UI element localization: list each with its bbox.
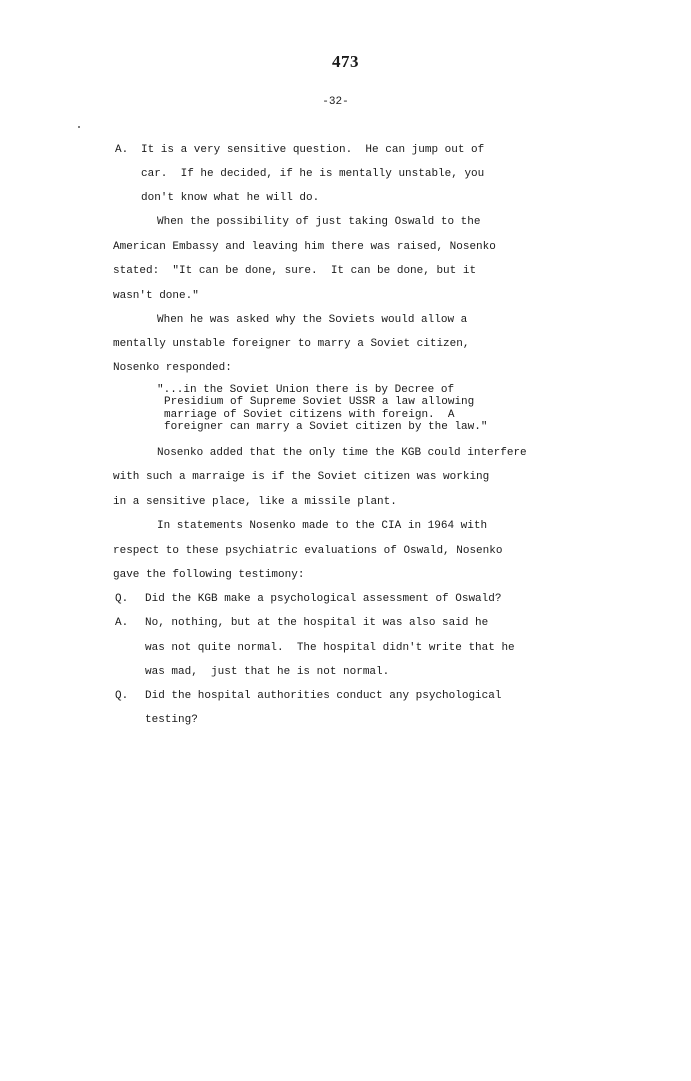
- text-line: stated: "It can be done, sure. It can be done, but it: [113, 265, 477, 277]
- text-line: don't know what he will do.: [141, 192, 320, 204]
- quote-line: marriage of Soviet citizens with foreign. A: [164, 409, 455, 421]
- sub-page-number: -32-: [322, 96, 349, 108]
- text-line: When he was asked why the Soviets would allow a: [157, 314, 468, 326]
- question-marker: Q.: [115, 593, 129, 605]
- text-line: was not quite normal. The hospital didn't write that he: [145, 642, 515, 654]
- text-line: gave the following testimony:: [113, 569, 305, 581]
- text-line: with such a marraige is if the Soviet citizen was working: [113, 471, 490, 483]
- answer-marker: A.: [115, 617, 129, 629]
- page-number: 473: [332, 52, 359, 71]
- quote-line: "...in the Soviet Union there is by Decree of: [157, 384, 455, 396]
- text-line: American Embassy and leaving him there was raised, Nosenko: [113, 241, 496, 253]
- text-line: car. If he decided, if he is mentally unstable, you: [141, 168, 485, 180]
- answer-marker: A.: [115, 144, 129, 156]
- question-marker: Q.: [115, 690, 129, 702]
- scan-speck: [78, 126, 80, 128]
- text-line: testing?: [145, 714, 198, 726]
- text-line: No, nothing, but at the hospital it was also said he: [145, 617, 489, 629]
- text-line: wasn't done.": [113, 290, 199, 302]
- text-line: respect to these psychiatric evaluations of Oswald, Nosenko: [113, 545, 503, 557]
- text-line: was mad, just that he is not normal.: [145, 666, 390, 678]
- text-line: In statements Nosenko made to the CIA in 1964 with: [157, 520, 488, 532]
- text-line: Did the KGB make a psychological assessment of Oswald?: [145, 593, 502, 605]
- text-line: When the possibility of just taking Oswald to the: [157, 216, 481, 228]
- text-line: in a sensitive place, like a missile plant.: [113, 496, 397, 508]
- quote-line: Presidium of Supreme Soviet USSR a law allowing: [164, 396, 475, 408]
- text-line: It is a very sensitive question. He can jump out of: [141, 144, 485, 156]
- text-line: Nosenko responded:: [113, 362, 232, 374]
- text-line: mentally unstable foreigner to marry a Soviet citizen,: [113, 338, 470, 350]
- quote-line: foreigner can marry a Soviet citizen by the law.": [164, 421, 488, 433]
- text-line: Did the hospital authorities conduct any psychological: [145, 690, 502, 702]
- text-line: Nosenko added that the only time the KGB could interfere: [157, 447, 527, 459]
